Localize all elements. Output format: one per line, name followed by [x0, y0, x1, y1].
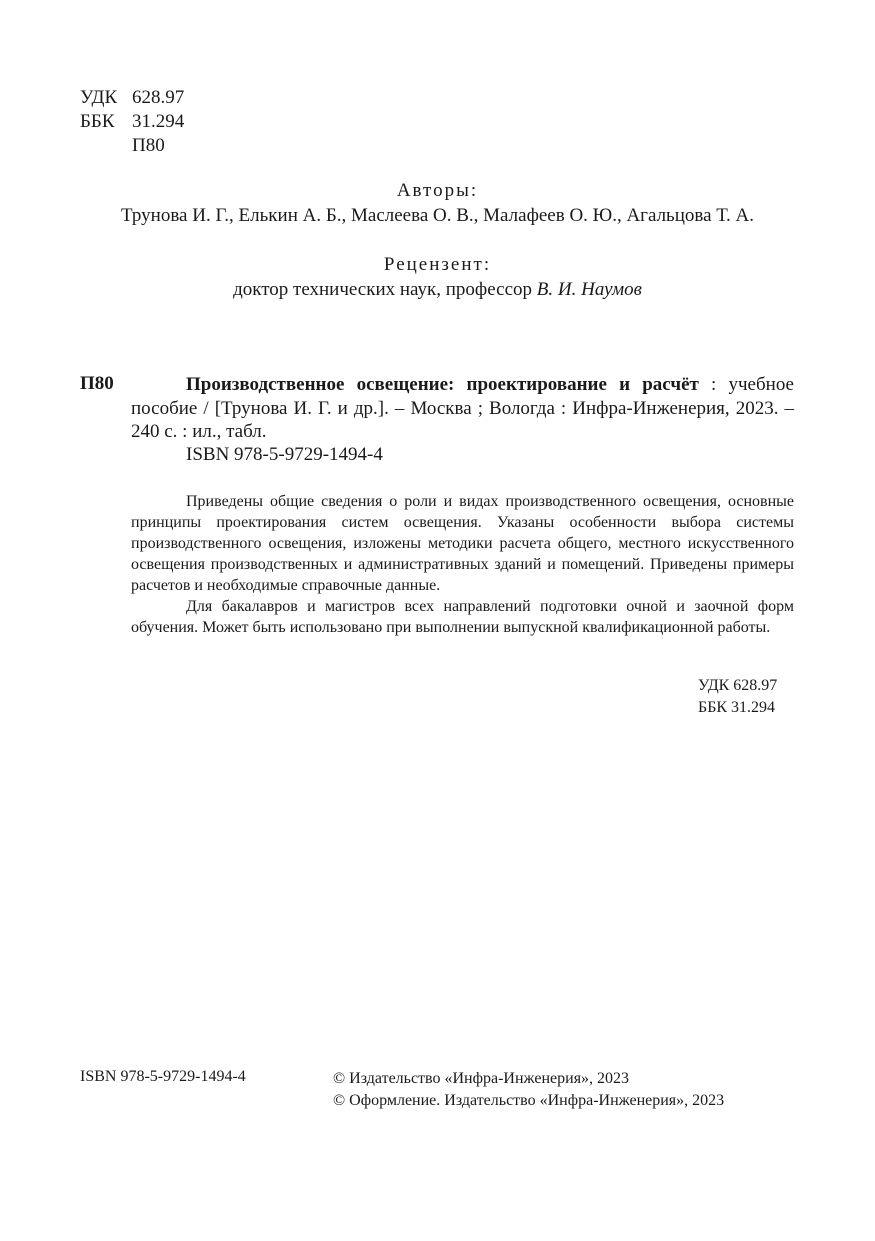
- abstract-paragraph-1: Приведены общие сведения о роли и видах производственного освещения, основные принципы проектирования систем освещения. Указаны особенности выбора системы производственного освещения, изложены методики расчета общего, местного искусственного освещения производственных и административных зданий и помещений. Приведены примеры расчетов и необходимые справочные данные.: [131, 493, 794, 594]
- codes-right: [698, 675, 777, 719]
- bbk-value: 31.294: [132, 111, 185, 132]
- reviewer-title: доктор технических наук, профессор: [233, 279, 533, 300]
- udk-code-right: УДК 628.97: [698, 677, 778, 694]
- reviewer-name: В. И. Наумов: [536, 279, 642, 300]
- bibliographic-record: [131, 373, 794, 444]
- udk-value: 628.97: [132, 87, 185, 108]
- authors-names: Трунова И. Г., Елькин А. Б., Маслеева О. В., Малафеев О. Ю., Агальцова Т. А.: [121, 205, 754, 226]
- bbk-label: ББК: [80, 111, 115, 132]
- abstract-paragraph-2: Для бакалавров и магистров всех направлений подготовки очной и заочной форм обучения. Может быть использовано при выполнении выпускной квалификационной работы.: [131, 598, 794, 636]
- author-mark-bibliographic: П80: [80, 373, 114, 394]
- book-title: Производственное освещение: проектирование и расчёт: [186, 374, 699, 395]
- bibliographic-details: : учебное пособие / [Трунова И. Г. и др.]. – Москва ; Вологда : Инфра-Инженерия, 2023. – 240 с. : ил., табл.: [131, 374, 794, 442]
- footer-copyrights: [333, 1068, 724, 1112]
- reviewer-line: [0, 279, 875, 301]
- authors-heading: Авторы:: [396, 180, 479, 201]
- copyright-design: © Оформление. Издательство «Инфра-Инженерия», 2023: [333, 1092, 725, 1109]
- udk-code: [80, 86, 184, 110]
- bbk-code: [80, 110, 184, 134]
- abstract: [131, 491, 794, 638]
- copyright-publisher: © Издательство «Инфра-Инженерия», 2023: [333, 1070, 630, 1087]
- footer-isbn: ISBN 978-5-9729-1494-4: [80, 1068, 246, 1085]
- bbk-code-right: ББК 31.294: [698, 699, 776, 716]
- author-mark-top: П80: [132, 135, 165, 156]
- udk-label: УДК: [80, 87, 118, 108]
- reviewer-heading: Рецензент:: [383, 254, 492, 275]
- bibliographic-isbn: ISBN 978-5-9729-1494-4: [186, 444, 383, 465]
